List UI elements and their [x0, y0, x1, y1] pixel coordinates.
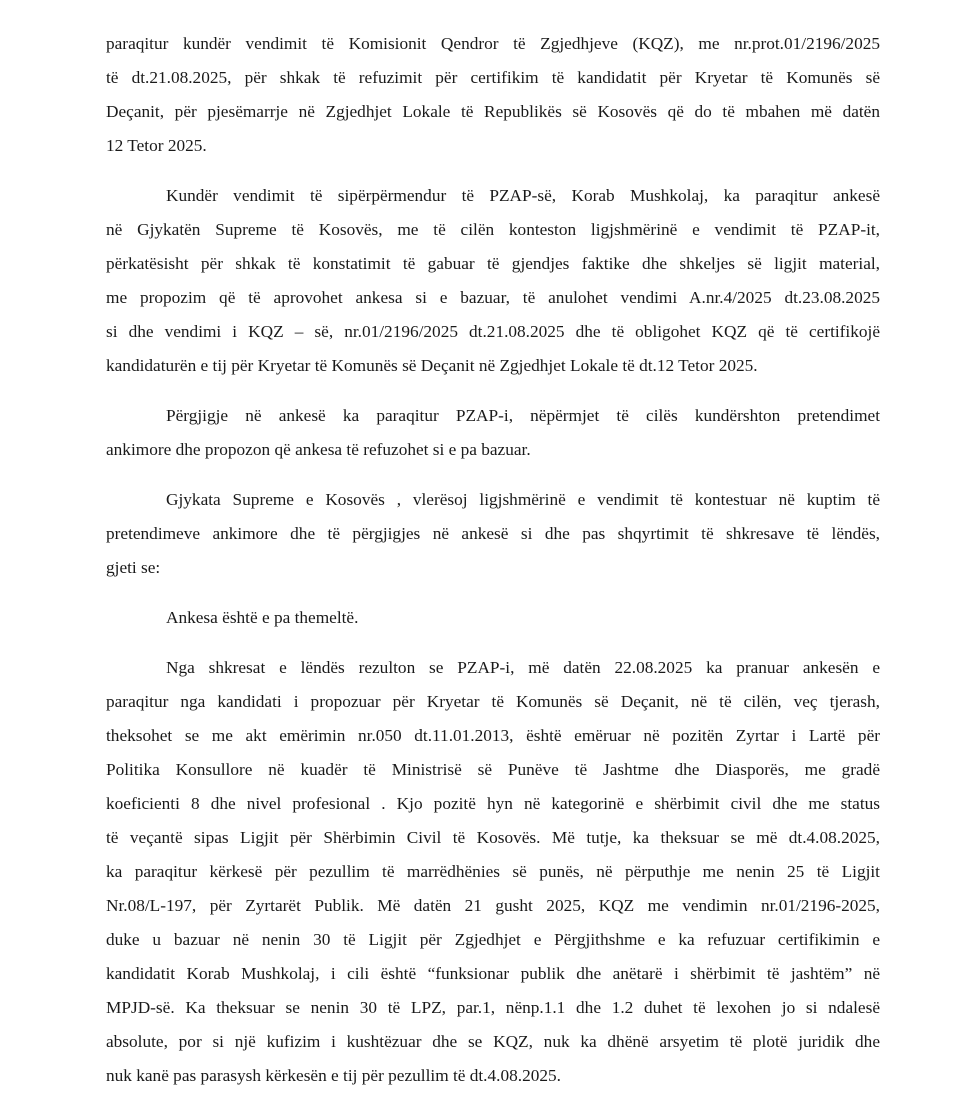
document-page — [106, 27, 880, 1109]
text-line: Nr.08/L-197, për Zyrtarët Publik. Më datën 21 gusht 2025, KQZ me vendimin nr.01/2196-2025, — [106, 896, 880, 915]
text-line: Ankesa është e pa themeltë. — [166, 608, 359, 627]
text-line: kandidatit Korab Mushkolaj, i cili është “funksionar publik dhe anëtarë i shërbimit të jashtëm” në — [106, 964, 880, 983]
paragraph-appeal-filed — [106, 179, 880, 383]
text-line: Politika Konsullore në kuadër të Ministrisë së Punëve të Jashtme dhe Diasporës, me gradë — [106, 760, 880, 779]
text-line: në Gjykatën Supreme të Kosovës, me të cilën konteston ligjshmërinë e vendimit të PZAP-it, — [106, 220, 880, 239]
text-line: MPJD-së. Ka theksuar se nenin 30 të LPZ, par.1, nënp.1.1 dhe 1.2 duhet të lexohen jo si ndalesë — [106, 998, 880, 1017]
text-line: kandidaturën e tij për Kryetar të Komunës së Deçanit në Zgjedhjet Lokale të dt.12 Tetor 2025. — [106, 356, 758, 375]
paragraph-findings — [106, 651, 880, 1093]
text-line: theksohet se me akt emërimin nr.050 dt.11.01.2013, është emëruar në pozitën Zyrtar i Lartë për — [106, 726, 880, 745]
paragraph-ruling — [106, 601, 880, 635]
text-line: me propozim që të aprovohet ankesa si e bazuar, të anulohet vendimi A.nr.4/2025 dt.23.08.2025 — [106, 288, 880, 307]
text-line: ka paraqitur kërkesë për pezullim të marrëdhënies së punës, në përputhje me nenin 25 të Ligjit — [106, 862, 880, 881]
text-line: të veçantë sipas Ligjit për Shërbimin Civil të Kosovës. Më tutje, ka theksuar se më dt.4.08.2025, — [106, 828, 880, 847]
text-line: Nga shkresat e lëndës rezulton se PZAP-i, më datën 22.08.2025 ka pranuar ankesën e — [166, 658, 880, 677]
text-line: paraqitur nga kandidati i propozuar për Kryetar të Komunës së Deçanit, në të cilën, veç tjerash, — [106, 692, 880, 711]
paragraph-court-review — [106, 483, 880, 585]
text-line: nuk kanë pas parasysh kërkesën e tij për pezullim të dt.4.08.2025. — [106, 1066, 561, 1085]
text-line: Përgjigje në ankesë ka paraqitur PZAP-i, nëpërmjet të cilës kundërshton pretendimet — [166, 406, 880, 425]
text-line: absolute, por si një kufizim i kushtëzuar dhe se KQZ, nuk ka dhënë arsyetim të plotë juridik dhe — [106, 1032, 880, 1051]
paragraph-appeal-context — [106, 27, 880, 163]
text-line: Gjykata Supreme e Kosovës , vlerësoj ligjshmërinë e vendimit të kontestuar në kuptim të — [166, 490, 880, 509]
text-line: paraqitur kundër vendimit të Komisionit Qendror të Zgjedhjeve (KQZ), me nr.prot.01/2196/2025 — [106, 34, 880, 53]
text-line: përkatësisht për shkak të konstatimit të gabuar të gjendjes faktike dhe shkeljes së ligjit material, — [106, 254, 880, 273]
paragraph-response — [106, 399, 880, 467]
text-line: 12 Tetor 2025. — [106, 136, 207, 155]
text-line: pretendimeve ankimore dhe të përgjigjes në ankesë si dhe pas shqyrtimit të shkresave të lëndës, — [106, 524, 880, 543]
text-line: si dhe vendimi i KQZ – së, nr.01/2196/2025 dt.21.08.2025 dhe të obligohet KQZ që të certifikojë — [106, 322, 880, 341]
text-line: duke u bazuar në nenin 30 të Ligjit për Zgjedhjet e Përgjithshme e ka refuzuar certifikimin e — [106, 930, 880, 949]
text-line: koeficienti 8 dhe nivel profesional . Kjo pozitë hyn në kategorinë e shërbimit civil dhe me status — [106, 794, 880, 813]
text-line: gjeti se: — [106, 558, 161, 577]
text-line: Deçanit, për pjesëmarrje në Zgjedhjet Lokale të Republikës së Kosovës që do të mbahen më datën — [106, 102, 880, 121]
text-line: ankimore dhe propozon që ankesa të refuzohet si e pa bazuar. — [106, 440, 531, 459]
text-line: të dt.21.08.2025, për shkak të refuzimit për certifikim të kandidatit për Kryetar të Komunës së — [106, 68, 880, 87]
text-line: Kundër vendimit të sipërpërmendur të PZAP-së, Korab Mushkolaj, ka paraqitur ankesë — [166, 186, 880, 205]
